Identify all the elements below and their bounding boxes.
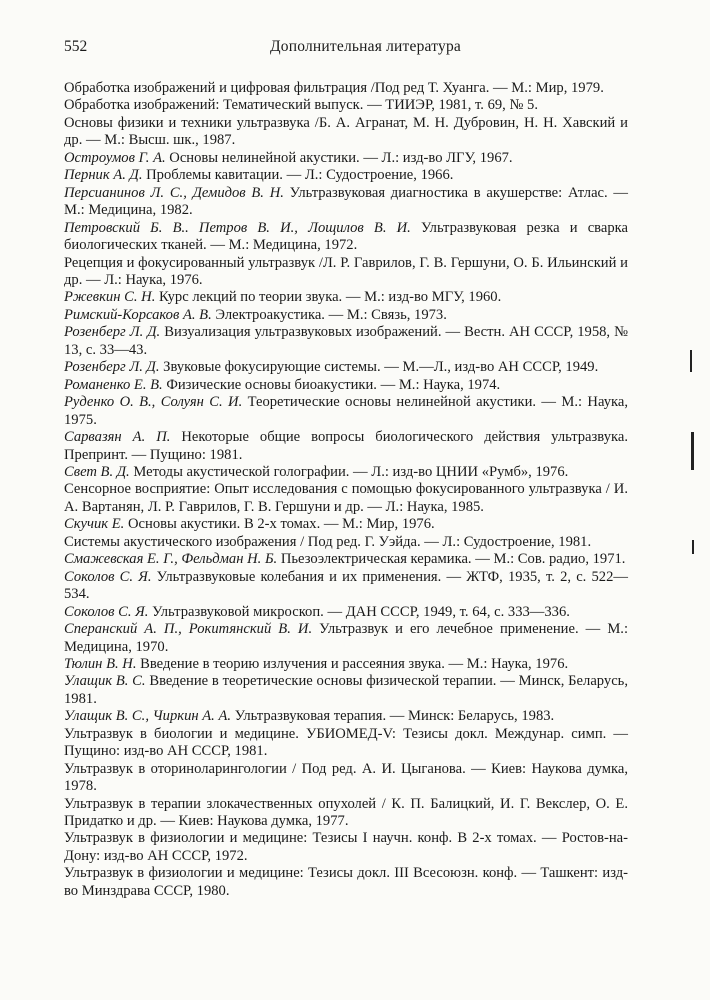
reference-text: Курс лекций по теории звука. — М.: изд-во МГУ, 1960. [155, 289, 502, 306]
reference-text: Теоретические основы нелинейной акустики. — М.: Наука, 1975. [64, 394, 628, 428]
reference-entry [64, 359, 628, 376]
reference-text: Ультразвук в физиологии и медицине: Тезисы докл. III Всесоюзн. конф. — Ташкент: изд-во Минздрава СССР, 1980. [64, 865, 628, 899]
reference-text: Ультразвуковая терапия. — Минск: Беларусь, 1983. [231, 708, 555, 725]
running-title: Дополнительная литература [270, 38, 461, 55]
reference-author: Римский-Корсаков А. В. [64, 306, 212, 323]
reference-author: Романенко Е. В. [64, 376, 163, 393]
reference-author: Петровский Б. В.. Петров В. И., Лощилов В. И. [64, 219, 411, 236]
reference-text: Электроакустика. — М.: Связь, 1973. [211, 306, 447, 323]
reference-author: Соколов С. Я. [64, 603, 149, 620]
reference-entry [64, 481, 628, 516]
reference-text: Сенсорное восприятие: Опыт исследования с помощью фокусированного ультразвука / И. А. Вартанян, Л. Р. Гаврилов, Г. В. Гершуни и др. — Л.: Наука, 1985. [64, 481, 628, 515]
scan-mark [690, 350, 692, 372]
reference-text: Физические основы биоакустики. — М.: Наука, 1974. [162, 376, 501, 393]
reference-text: Введение в теорию излучения и рассеяния звука. — М.: Наука, 1976. [136, 655, 569, 672]
reference-entry [64, 394, 628, 429]
reference-text: Ультразвук в оториноларингологии / Под ред. А. И. Цыганова. — Киев: Наукова думка, 1978. [64, 760, 628, 795]
page-number: 552 [64, 38, 88, 55]
reference-text: Визуализация ультразвуковых изображений. — Вестн. АН СССР, 1958, № 13, с. 33—43. [64, 324, 628, 358]
reference-entry [64, 516, 628, 533]
reference-entry [64, 708, 628, 725]
reference-entry [64, 673, 628, 708]
reference-author: Розенберг Л. Д. [64, 324, 161, 341]
reference-entry [64, 150, 628, 167]
reference-entry [64, 167, 628, 184]
reference-entry [64, 185, 628, 220]
reference-author: Сарвазян А. П. [64, 429, 171, 446]
reference-entry [64, 830, 628, 865]
reference-text: Обработка изображений и цифровая фильтрация /Под ред Т. Хуанга. — М.: Мир, 1979. [64, 80, 604, 96]
reference-author: Смажевская Е. Г., Фельдман Н. Б. [64, 551, 278, 568]
reference-entry [64, 289, 628, 306]
reference-text: Ультразвук в биологии и медицине. УБИОМЕД-V: Тезисы докл. Междунар. симп. — Пущино: изд-во АН СССР, 1981. [64, 725, 628, 760]
reference-entry [64, 865, 628, 900]
reference-author: Остроумов Г. А. [64, 149, 166, 166]
scan-mark [692, 540, 694, 554]
reference-text: Ультразвук в физиологии и медицине: Тезисы I научн. конф. В 2-х томах. — Ростов-на-Дону: изд-во АН СССР, 1972. [64, 830, 628, 864]
reference-entry [64, 80, 628, 97]
reference-author: Персианинов Л. С., Демидов В. Н. [64, 184, 284, 201]
reference-entry [64, 377, 628, 394]
reference-text: Основы нелинейной акустики. — Л.: изд-во ЛГУ, 1967. [165, 149, 513, 166]
reference-entry [64, 726, 628, 761]
reference-text: Пьезоэлектрическая керамика. — М.: Сов. радио, 1971. [277, 551, 626, 568]
reference-author: Руденко О. В., Солуян С. И. [64, 394, 243, 411]
reference-entry [64, 761, 628, 796]
reference-entry [64, 796, 628, 831]
reference-text: Ультразвуковая диагностика в акушерстве: Атлас. — М.: Медицина, 1982. [64, 184, 629, 219]
reference-text: Ультразвуковые колебания и их применения. — ЖТФ, 1935, т. 2, с. 522—534. [64, 568, 628, 603]
page-header [64, 38, 644, 60]
reference-text: Ультразвуковой микроскоп. — ДАН СССР, 1949, т. 64, с. 333—336. [148, 603, 570, 620]
reference-text: Некоторые общие вопросы биологического действия ультразвука. Препринт. — Пущино: 1981. [64, 429, 628, 463]
reference-text: Звуковые фокусирующие системы. — М.—Л., изд-во АН СССР, 1949. [159, 359, 599, 376]
reference-entry [64, 97, 628, 114]
reference-text: Обработка изображений: Тематический выпуск. — ТИИЭР, 1981, т. 69, № 5. [64, 97, 538, 114]
reference-entry [64, 220, 628, 255]
reference-entry [64, 604, 628, 621]
reference-author: Соколов С. Я. [64, 568, 152, 585]
reference-text: Системы акустического изображения / Под ред. Г. Уэйда. — Л.: Судостроение, 1981. [64, 533, 592, 550]
reference-text: Введение в теоретические основы физической терапии. — Минск, Беларусь, 1981. [64, 673, 628, 707]
reference-author: Сперанский А. П., Рокитянский В. И. [64, 621, 313, 638]
reference-author: Перник А. Д. [64, 167, 143, 184]
reference-entry [64, 551, 628, 568]
reference-author: Улащик В. С. [64, 673, 146, 690]
reference-author: Скучик Е. [64, 516, 125, 533]
reference-list [64, 80, 628, 900]
reference-entry [64, 656, 628, 673]
scan-mark [691, 432, 694, 470]
reference-text: Проблемы кавитации. — Л.: Судостроение, 1966. [142, 167, 454, 184]
reference-text: Методы акустической голографии. — Л.: изд-во ЦНИИ «Румб», 1976. [129, 463, 569, 480]
reference-text: Основы физики и техники ультразвука /Б. А. Агранат, М. Н. Дубровин, Н. Н. Хавский и др. — М.: Высш. шк., 1987. [64, 114, 628, 149]
reference-author: Свет В. Д. [64, 463, 130, 480]
reference-text: Основы акустики. В 2-х томах. — М.: Мир, 1976. [124, 516, 435, 533]
reference-author: Розенберг Л. Д. [64, 359, 160, 376]
reference-entry [64, 255, 628, 290]
reference-text: Ультразвук в терапии злокачественных опухолей / К. П. Балицкий, И. Г. Векслер, О. Е. Придатко и др. — Киев: Наукова думка, 1977. [64, 795, 628, 830]
reference-text: Рецепция и фокусированный ультразвук /Л. Р. Гаврилов, Г. В. Гершуни, О. Б. Ильинский и др. — Л.: Наука, 1976. [64, 254, 628, 288]
reference-entry [64, 621, 628, 656]
reference-entry [64, 115, 628, 150]
reference-text: Ультразвуковая резка и сварка биологических тканей. — М.: Медицина, 1972. [64, 219, 629, 254]
reference-entry [64, 307, 628, 324]
reference-entry [64, 464, 628, 481]
reference-entry [64, 429, 628, 464]
reference-text: Ультразвук и его лечебное применение. — М.: Медицина, 1970. [64, 621, 629, 655]
reference-author: Ржевкин С. Н. [64, 289, 156, 306]
reference-entry [64, 324, 628, 359]
reference-author: Улащик В. С., Чиркин А. А. [64, 708, 232, 725]
reference-entry [64, 569, 628, 604]
reference-entry [64, 534, 628, 551]
reference-author: Тюлин В. Н. [64, 655, 137, 672]
